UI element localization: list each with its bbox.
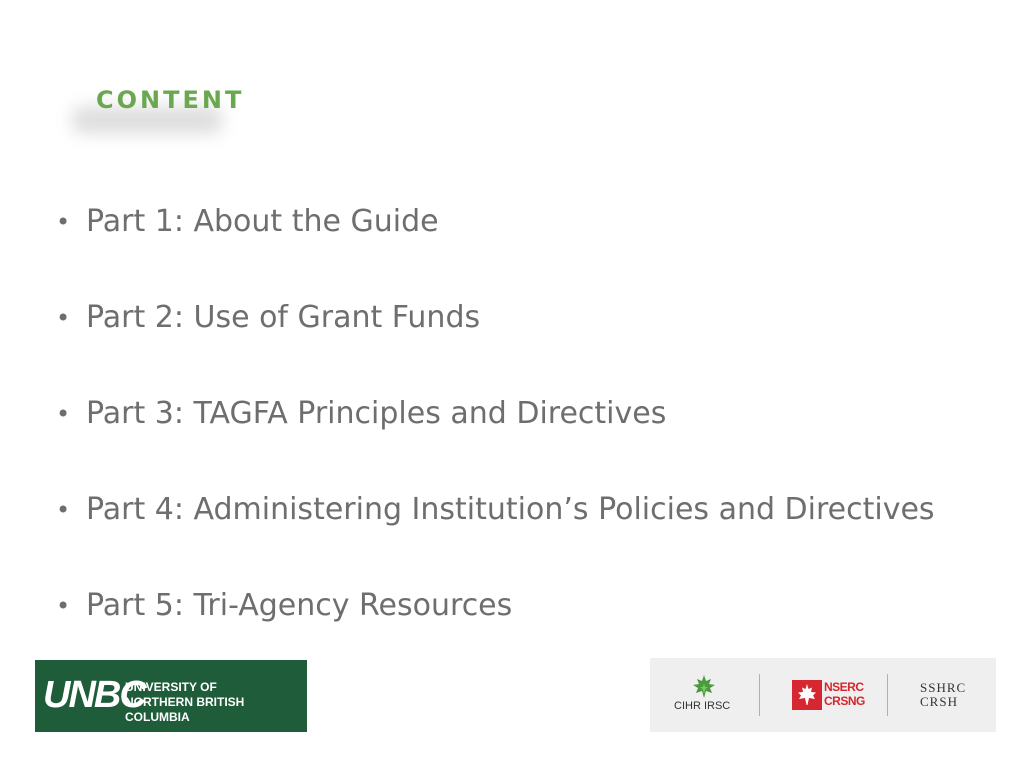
logo-divider [759, 674, 760, 716]
bullet-icon: • [56, 496, 71, 524]
unbc-name-line2: NORTHERN BRITISH COLUMBIA [125, 695, 245, 724]
tri-agency-logos [650, 658, 996, 732]
logo-divider [887, 674, 888, 716]
list-item-label: Part 1: About the Guide [86, 204, 439, 239]
content-list [56, 196, 935, 676]
slide-title: CONTENT [96, 86, 245, 114]
cihr-leaf-icon [690, 674, 718, 700]
list-item [56, 388, 935, 484]
unbc-logo-mark: UNBC [43, 674, 145, 716]
unbc-logo-name [125, 680, 307, 725]
nserc-logo-text [824, 680, 865, 708]
nserc-line1: NSERC [824, 680, 864, 694]
nserc-maple-leaf-icon [792, 680, 822, 710]
list-item [56, 196, 935, 292]
cihr-logo-text: CIHR IRSC [674, 700, 731, 712]
sshrc-line2: CRSH [920, 694, 958, 709]
nserc-line2: CRSNG [824, 694, 865, 708]
list-item-label: Part 3: TAGFA Principles and Directives [86, 396, 667, 431]
list-item-label: Part 5: Tri-Agency Resources [86, 588, 513, 623]
list-item [56, 484, 935, 580]
list-item-label: Part 4: Administering Institution’s Policies and Directives [86, 492, 935, 527]
sshrc-line1: SSHRC [920, 680, 967, 695]
bullet-icon: • [56, 400, 71, 428]
bullet-icon: • [56, 592, 71, 620]
bullet-icon: • [56, 208, 71, 236]
list-item [56, 292, 935, 388]
unbc-logo [35, 660, 307, 732]
list-item-label: Part 2: Use of Grant Funds [86, 300, 481, 335]
unbc-name-line1: UNIVERSITY OF [125, 680, 217, 694]
bullet-icon: • [56, 304, 71, 332]
sshrc-logo-text [920, 681, 966, 709]
